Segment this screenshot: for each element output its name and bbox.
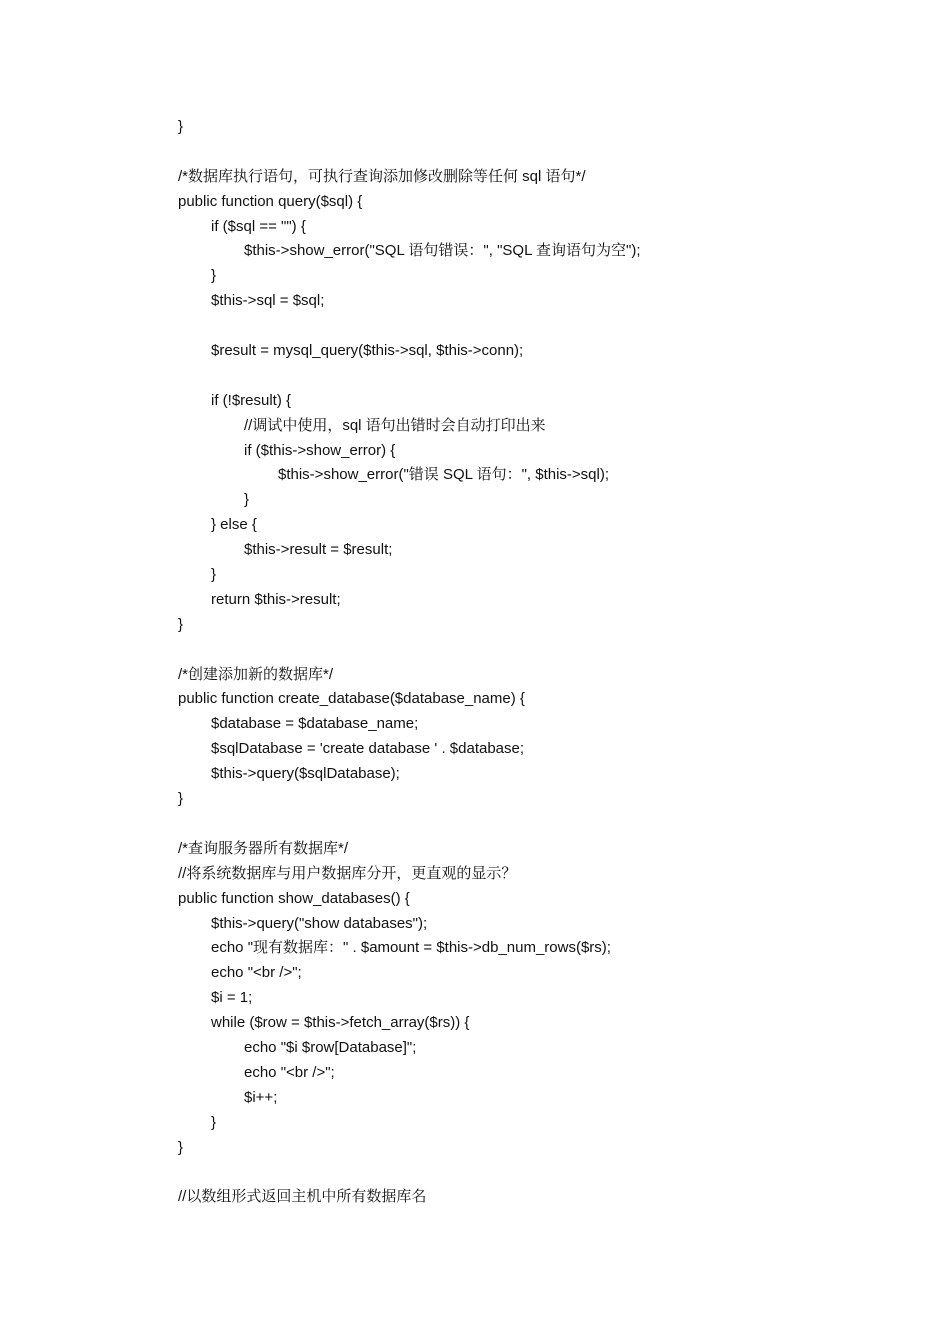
blank-line (178, 140, 918, 165)
code-line: } (178, 615, 184, 633)
code-line: if ($sql == "") { (211, 217, 306, 235)
code-line: echo "$i $row[Database]"; (244, 1038, 417, 1056)
code-line: //将系统数据库与用户数据库分开，更直观的显示？ (178, 864, 517, 882)
code-line: } (178, 1138, 184, 1156)
code-line: $this->result = $result; (244, 541, 393, 559)
code-line: } else { (211, 516, 257, 534)
code-line: if (!$result) { (211, 391, 292, 409)
code-line: /*创建添加新的数据库*/ (178, 665, 334, 683)
blank-line (178, 638, 918, 663)
blank-line (178, 364, 918, 389)
code-line: echo "现有数据库：" . $amount = $this->db_num_rows($rs); (211, 939, 611, 957)
code-line: } (211, 267, 217, 285)
code-line: public function query($sql) { (178, 192, 363, 210)
code-line: } (178, 118, 184, 135)
code-line: } (211, 1113, 217, 1131)
code-line: $i = 1; (211, 989, 253, 1007)
code-line: public function create_database($database_name) { (178, 690, 525, 708)
code-line: echo "<br />"; (211, 964, 302, 982)
code-line: } (178, 790, 184, 808)
code-line: $result = mysql_query($this->sql, $this->conn); (211, 342, 524, 360)
code-line: echo "<br />"; (244, 1063, 335, 1081)
code-line: //调试中使用，sql 语句出错时会自动打印出来 (244, 416, 546, 434)
code-line: public function show_databases() { (178, 889, 410, 907)
code-line: } (211, 566, 217, 584)
code-line: $sqlDatabase = 'create database ' . $database; (211, 740, 525, 758)
code-line: $this->show_error("错误 SQL 语句：", $this->sql); (278, 466, 610, 484)
code-line: $database = $database_name; (211, 715, 419, 733)
code-line: $this->query($sqlDatabase); (211, 765, 400, 783)
code-line: return $this->result; (211, 590, 341, 608)
code-line: //以数组形式返回主机中所有数据库名 (178, 1188, 427, 1206)
code-line: $this->sql = $sql; (211, 292, 325, 310)
code-line: $this->query("show databases"); (211, 914, 428, 932)
code-line: } (244, 491, 250, 509)
code-line: /*查询服务器所有数据库*/ (178, 839, 349, 857)
code-line: $i++; (244, 1088, 278, 1106)
blank-line (178, 314, 918, 339)
code-line: while ($row = $this->fetch_array($rs)) { (211, 1014, 470, 1032)
blank-line (178, 1160, 918, 1185)
code-line: /*数据库执行语句，可执行查询添加修改删除等任何 sql 语句*/ (178, 167, 586, 185)
code-listing (178, 115, 918, 1210)
code-line: if ($this->show_error) { (244, 441, 396, 459)
code-line: $this->show_error("SQL 语句错误：", "SQL 查询语句为空"); (244, 242, 641, 260)
blank-line (178, 812, 918, 837)
